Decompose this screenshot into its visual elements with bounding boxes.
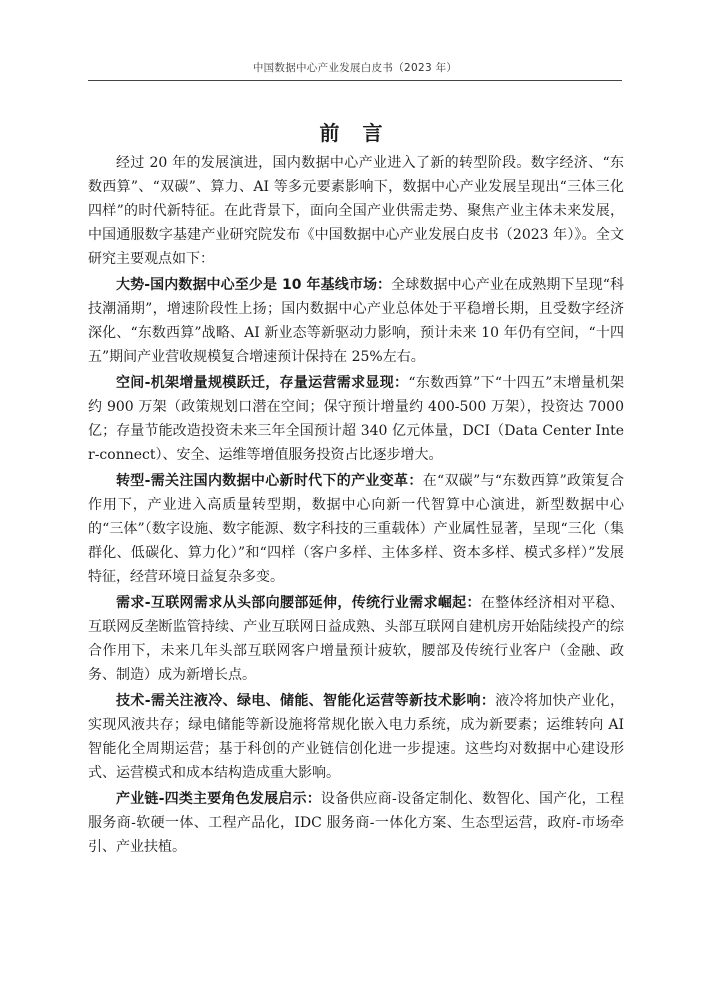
point-lead: 需求-互联网需求从头部向腰部延伸，传统行业需求崛起：	[116, 595, 481, 611]
point-paragraph-trend	[88, 273, 624, 369]
point-paragraph-industry-chain	[88, 787, 624, 859]
point-paragraph-demand	[88, 591, 624, 687]
point-text: 全球数据中心产业在成熟期下呈现“科技潮涌期”，增速阶段性上扬；国内数据中心产业总体处于平稳增长期，且受数字经济深化、“东数西算”战略、AI 新业态等新驱动力影响，预计未来 10 年仍有空间，“十四五”期间产业营收规模复合增速预计保持在 25%左右。	[88, 277, 624, 365]
point-text: “东数西算”下“十四五”末增量机架约 900 万架（政策规划口潜在空间；保守预计增量约 400-500 万架），投资达 7000 亿；存量节能改造投资未来三年全国预计超 340 亿元体量，DCI（Data Center Inter-connect）、安全、运维等增值服务投资占比逐步增大。	[88, 375, 624, 463]
point-paragraph-transformation	[88, 469, 624, 589]
point-lead: 技术-需关注液冷、绿电、储能、智能化运营等新技术影响：	[116, 693, 496, 709]
point-paragraph-space	[88, 371, 624, 467]
point-lead: 产业链-四类主要角色发展启示：	[116, 791, 321, 807]
preface-body	[88, 151, 624, 861]
intro-paragraph: 经过 20 年的发展演进，国内数据中心产业进入了新的转型阶段。数字经济、“东数西算”、“双碳”、算力、AI 等多元要素影响下，数据中心产业发展呈现出“三体三化四样”的时代新特征。在此背景下，面向全国产业供需走势、聚焦产业主体未来发展，中国通服数字基建产业研究院发布《中国数据中心产业发展白皮书（2023 年）》。全文研究主要观点如下：	[88, 155, 624, 267]
point-lead: 转型-需关注国内数据中心新时代下的产业变革：	[116, 473, 423, 489]
page-title: 前 言	[319, 121, 391, 145]
running-header: 中国数据中心产业发展白皮书（2023 年）	[88, 60, 622, 81]
point-text: 在“双碳”与“东数西算”政策复合作用下，产业进入高质量转型期，数据中心向新一代智算中心演进，新型数据中心的“三体”（数字设施、数字能源、数字科技的三重载体）产业属性显著，呈现“三化（集群化、低碳化、算力化）”和“四样（客户多样、主体多样、资本多样、模式多样）”发展特征，经营环境日益复杂多变。	[88, 473, 624, 585]
point-paragraph-technology	[88, 689, 624, 785]
point-text: 在整体经济相对平稳、互联网反垄断监管持续、产业互联网日益成熟、头部互联网自建机房开始陆续投产的综合作用下，未来几年头部互联网客户增量预计疲软，腰部及传统行业客户（金融、政务、制造）成为新增长点。	[88, 595, 625, 683]
point-lead: 大势-国内数据中心至少是 10 年基线市场：	[116, 277, 392, 293]
point-lead: 空间-机架增量规模跃迁，存量运营需求显现：	[116, 375, 409, 391]
point-text: 设备供应商-设备定制化、数智化、国产化，工程服务商-软硬一体、工程产品化，IDC 服务商-一体化方案、生态型运营，政府-市场牵引、产业扶植。	[88, 791, 624, 855]
point-text: 液冷将加快产业化，实现风液共存；绿电储能等新设施将常规化嵌入电力系统，成为新要素；运维转向 AI 智能化全周期运营；基于科创的产业链信创化进一步提速。这些均对数据中心建设形式、运营模式和成本结构造成重大影响。	[88, 693, 625, 781]
